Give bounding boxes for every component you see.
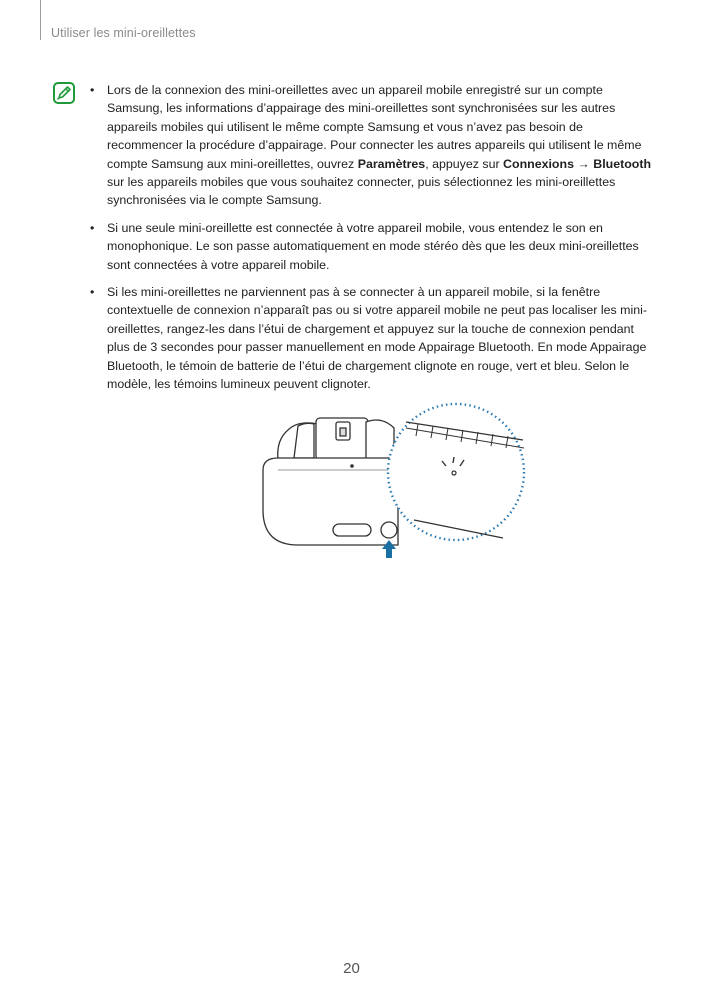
charging-case-illustration	[258, 400, 530, 560]
led-indicator-dot	[350, 464, 354, 468]
magnified-led-view	[388, 404, 524, 540]
bullet-text: Si une seule mini-oreillette est connectée à votre appareil mobile, vous entendez le son en monophonique. Le son passe automatiquement en mode stéréo dès que les deux mini-oreillettes sont connectées à votre appareil mobile.	[107, 220, 639, 272]
bullet-marker: •	[90, 83, 95, 97]
note-bullet-list	[88, 81, 658, 403]
menu-arrow: →	[573, 156, 594, 171]
list-item	[88, 219, 658, 274]
page-header-title: Utiliser les mini-oreillettes	[51, 26, 196, 40]
bullet-marker: •	[90, 285, 95, 300]
header-divider	[40, 0, 41, 40]
bullet-text: Si les mini-oreillettes ne parviennent pas à se connecter à un appareil mobile, si la fenêtre contextuelle de connexion n’apparaît pas ou si votre appareil mobile ne peut pas localiser les mini-oreillettes, rangez-les dans l’étui de chargement et appuyez sur la touche de connexion pendant plus de 3 secondes pour passer manuellement en mode Appairage Bluetooth. En mode Appairage Bluetooth, le témoin de batterie de l’étui de chargement clignote en rouge, vert et bleu. Selon le modèle, les témoins lumineux peuvent clignoter.	[107, 285, 647, 392]
settings-menu-term: Paramètres	[357, 156, 426, 171]
note-pencil-icon	[52, 81, 76, 105]
bluetooth-menu-term: Bluetooth	[593, 156, 652, 171]
page-number: 20	[343, 960, 360, 977]
bullet-marker: •	[90, 220, 95, 235]
connections-menu-term: Connexions	[503, 156, 574, 171]
charging-case	[263, 418, 398, 545]
bullet-text-start: Lors de la connexion des mini-oreillettes avec un appareil mobile enregistré sur un compte Samsung, les informations d’appairage des mini-oreillettes sont synchronisées sur les autres appareils mobiles qui utilisent le même compte Samsung et vous n’avez pas besoin de recommencer la procédure d’appairage. Pour connecter les autres appareils qui utilisent le même compte Samsung aux mini-oreillettes, ouvrez	[107, 83, 642, 171]
list-item	[88, 283, 658, 393]
list-item	[88, 81, 658, 210]
bullet-text-end: sur les appareils mobiles que vous souhaitez connecter, puis sélectionnez les mini-oreillettes synchronisées via le compte Samsung.	[107, 175, 616, 208]
bullet-text-mid: , appuyez sur	[425, 156, 504, 171]
